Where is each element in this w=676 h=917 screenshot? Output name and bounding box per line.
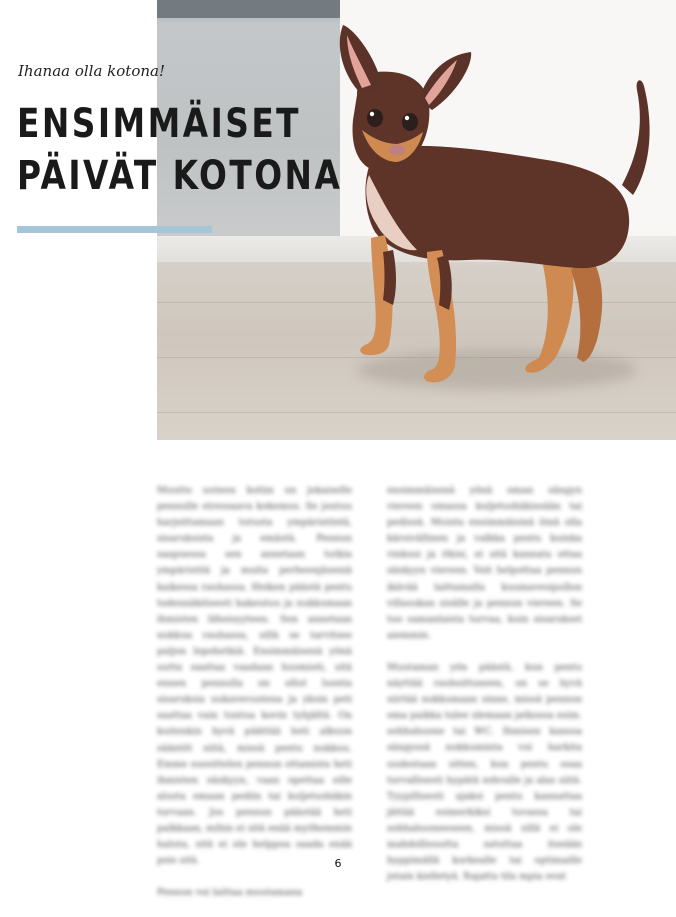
page-title-line-1: ENSIMMÄISET bbox=[17, 101, 302, 147]
hero-photo bbox=[157, 0, 676, 440]
body-paragraph: Pennun voi laittaa muutamana bbox=[157, 887, 303, 899]
page-title-line-2: PÄIVÄT KOTONA bbox=[17, 153, 343, 199]
page-title bbox=[17, 98, 342, 202]
body-paragraph: Muutto uuteen kotiin on jokaiselle pennulle stressaava kokemus. Se joutuu harjoittamaan tutusta ympäristöstä, sisaruksista ja emästä. Pennun saapuessa sen annetaan tutkia ympäristöä ja muita perheenjäseniä kaikessa rauhassa. Heiken päästä pentu todennäköisesti hakeutuu ja nukkumaan ihmisten läheisyyteen. Sen annetaan nukkua rauhassa, sillä se tarvitsee paljon lepohetkiä. Ensimmäisenä yönä uutta saattaa vaadaan huomioti, sitä ennen pennulla on ollut luonta sisaruksia uukaveruutena ja yksin peti saattaa vain tuntua kovin tyhjältä. On kuitenkin hyvä päättää heti alkuun sääntöt siitä, missä pentu nukkuu. Emme suosittelen pennun ottamista heti ihmisten sänkyyn, vaan opettaa sille alusta omaan pediin tai kuljetushäkin turvaan. Jos pennun päästää heti palkkaan, mihin ei sitä enää myöhemmin haluta, sitä ei ole helppoa saada enää pois sitä. bbox=[157, 485, 352, 867]
body-column-left bbox=[157, 483, 352, 917]
puppy-illustration bbox=[157, 0, 676, 440]
body-paragraph: Muutaman yön päästä, kun pentu näyttää rauhoittuneen, on se hyvä siirtää nukkumaan sinne, missä pennun oma paikka tulee olemaan jatkossa esim. sohhahuone tai WC. Ihmisen kanssa sängyssä nukkuminta voi harkita uudestaan sitten, kun pentu osaa turvallisesti hypätä sohvalle ja alas siitä. Tyypillisesti ajaksi pentu kannattaa jättää esimerkiksi tuvassa tai sohhahuoneeseen, missä sillä ei ole mahdollisuutta satuttaa itseään hyppimällä korkealle tai optimaille jotain kielletyä. Rajatta tila mpia ovat bbox=[387, 661, 582, 883]
title-accent-bar bbox=[17, 226, 212, 233]
page-number: 6 bbox=[334, 857, 342, 870]
page-subtitle: Ihanaa olla kotona! bbox=[18, 62, 165, 80]
body-paragraph: ensimmäisenä yönä oman sängyn viereen omassa kuljetushäkissään tai pedissä. Muista ensimmäisinä öinä olla kärsivällinen ja valkka pentu kuinka vinkusi ja itkisi, ei sitä kannata ottaa sänkyyn viereen. Voit helpottaa pennun ikävää laittamalla kuumavesipullon villasukan sisälle ja pennun viereen. Se tuo samanlaista turvaa, kuin sisarukset aiemmin. bbox=[387, 485, 582, 641]
body-column-right bbox=[387, 483, 582, 901]
